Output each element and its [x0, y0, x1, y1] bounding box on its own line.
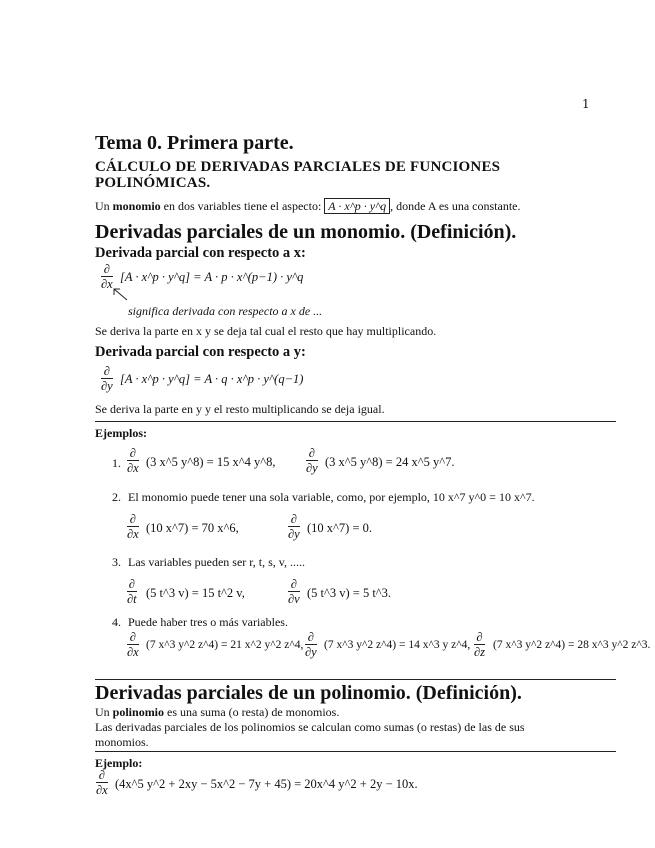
intro-pre: Un [95, 199, 113, 213]
example-1-dy: ∂ ∂y [306, 446, 318, 475]
example-3-dt: ∂ ∂t [127, 577, 137, 606]
subtitle-line-2: POLINÓMICAS. [95, 175, 211, 191]
example-4-dy: ∂ ∂y [305, 630, 317, 659]
example-1-number: 1. [112, 456, 121, 470]
divider [95, 421, 616, 422]
example-1-dx-result: (3 x^5 y^8) = 15 x^4 y^8, [146, 455, 276, 469]
example-3-number: 3. [112, 555, 121, 569]
partial-x-title: Derivada parcial con respecto a x: [95, 245, 306, 261]
polynomial-rule-line-1: Las derivadas parciales de los polinomios se calculan como sumas (o restas) de las de sus [95, 720, 525, 734]
page-number: 1 [582, 97, 590, 111]
example-4-dz: ∂ ∂z [474, 630, 486, 659]
example-4-dx-result: (7 x^3 y^2 z^4) = 21 x^2 y^2 z^4, [146, 639, 304, 651]
partial-y-formula: [A · x^p · y^q] = A · q · x^p · y^(q−1) [120, 372, 304, 386]
polynomial-definition: Un polinomio es una suma (o resta) de monomios. [95, 705, 340, 719]
partial-x-operator: ∂ ∂x [101, 262, 113, 291]
example-title: Ejemplo: [95, 756, 143, 770]
example-4-dz-result: (7 x^3 y^2 z^4) = 28 x^3 y^2 z^3. [493, 639, 651, 651]
partial-y-note: Se deriva la parte en y y el resto multiplicando se deja igual. [95, 402, 385, 416]
monomial-intro [95, 199, 520, 214]
arrow-icon [110, 286, 130, 302]
example-3-dv: ∂ ∂v [288, 577, 300, 606]
example-4-dx: ∂ ∂x [127, 630, 139, 659]
divider [95, 679, 616, 680]
partial-y-title: Derivada parcial con respecto a y: [95, 344, 306, 360]
example-2-number: 2. [112, 490, 121, 504]
subtitle-line-1: CÁLCULO DE DERIVADAS PARCIALES DE FUNCIONES [95, 159, 501, 175]
example-2-dx: ∂ ∂x [127, 512, 139, 541]
example-2-dy: ∂ ∂y [288, 512, 300, 541]
arrow-note: significa derivada con respecto a x de ... [128, 304, 323, 318]
example-4-number: 4. [112, 615, 121, 629]
section-monomial-title: Derivadas parciales de un monomio. (Definición). [95, 221, 517, 243]
example-1-dy-result: (3 x^5 y^8) = 24 x^5 y^7. [325, 455, 455, 469]
partial-y-operator: ∂ ∂y [101, 364, 113, 393]
intro-mid: en dos variables tiene el aspecto: [160, 199, 325, 213]
partial-x-note: Se deriva la parte en x y se deja tal cual el resto que hay multiplicando. [95, 324, 437, 338]
example-4-dy-result: (7 x^3 y^2 z^4) = 14 x^3 y z^4, [324, 639, 471, 651]
divider [95, 751, 616, 752]
polynomial-rule-line-2: monomios. [95, 735, 149, 749]
example-1-dx: ∂ ∂x [127, 446, 139, 475]
example-3-text: Las variables pueden ser r, t, s, v, ..... [128, 555, 306, 569]
intro-post: , donde A es una constante. [390, 199, 521, 213]
final-example-dx: ∂ ∂x [96, 768, 108, 797]
partial-x-formula: [A · x^p · y^q] = A · p · x^(p−1) · y^q [120, 270, 304, 284]
section-polynomial-title: Derivadas parciales de un polinomio. (Definición). [95, 682, 522, 704]
intro-bold: monomio [112, 199, 161, 213]
example-4-text: Puede haber tres o más variables. [128, 615, 288, 629]
page-title: Tema 0. Primera parte. [95, 132, 294, 154]
example-3-dv-result: (5 t^3 v) = 5 t^3. [307, 586, 392, 600]
example-3-dt-result: (5 t^3 v) = 15 t^2 v, [146, 586, 245, 600]
monomial-form-box: A · x^p · y^q [324, 198, 390, 214]
final-example-result: (4x^5 y^2 + 2xy − 5x^2 − 7y + 45) = 20x^4 y^2 + 2y − 10x. [115, 777, 418, 791]
example-2-text: El monomio puede tener una sola variable, como, por ejemplo, 10 x^7 y^0 = 10 x^7. [128, 490, 535, 504]
example-2-dx-result: (10 x^7) = 70 x^6, [146, 521, 239, 535]
example-2-dy-result: (10 x^7) = 0. [307, 521, 372, 535]
examples-title: Ejemplos: [95, 426, 147, 440]
